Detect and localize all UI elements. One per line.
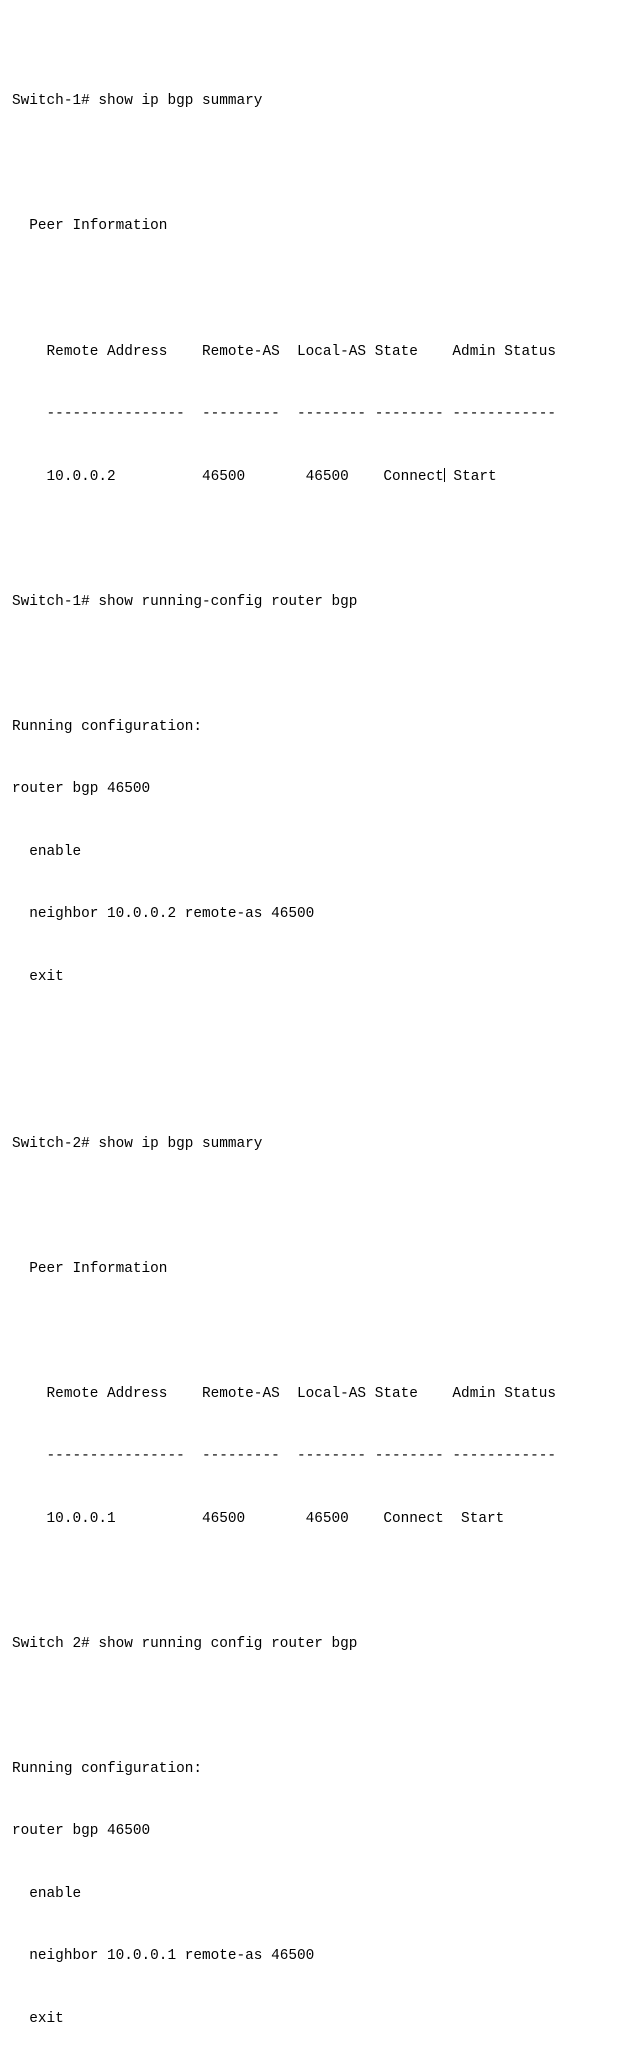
switch1-config-line: neighbor 10.0.0.2 remote-as 46500 — [12, 906, 315, 923]
switch1-config-command: Switch-1# show running-config router bgp — [12, 593, 358, 610]
switch2-config-line: exit — [12, 2011, 64, 2027]
switch1-config-line: exit — [12, 968, 64, 985]
blank-line — [12, 1571, 622, 1592]
terminal-output[interactable] — [12, 8, 622, 2072]
switch2-peer-row: 10.0.0.1 46500 46500 Connect Start — [12, 1510, 505, 1527]
switch1-config-title: Running configuration: — [12, 718, 202, 735]
switch2-config-line: neighbor 10.0.0.1 remote-as 46500 — [12, 1948, 315, 1965]
blank-line — [12, 154, 622, 175]
switch2-config-command: Switch 2# show running config router bgp — [12, 1635, 358, 1652]
switch1-peer-section-title: Peer Information — [12, 218, 168, 235]
switch2-summary-command: Switch-2# show ip bgp summary — [12, 1135, 263, 1152]
switch1-peer-row-main: 10.0.0.2 46500 46500 Connect — [12, 468, 444, 485]
switch2-config-line: router bgp 46500 — [12, 1823, 151, 1840]
switch1-peer-row-admin-status: Start — [444, 468, 497, 485]
switch1-config-line: enable — [12, 843, 82, 860]
blank-line — [12, 529, 622, 550]
blank-line — [12, 1196, 622, 1217]
switch1-table-separator: ---------------- --------- -------- -------- ------------ — [12, 406, 557, 423]
blank-line — [12, 1321, 622, 1342]
switch1-summary-command: Switch-1# show ip bgp summary — [12, 93, 263, 110]
switch2-config-title: Running configuration: — [12, 1760, 202, 1777]
blank-line — [12, 654, 622, 675]
switch1-table-header: Remote Address Remote-AS Local-AS State Admin Status — [12, 343, 557, 360]
switch1-config-line: router bgp 46500 — [12, 781, 151, 798]
switch2-table-separator: ---------------- --------- -------- -------- ------------ — [12, 1448, 557, 1465]
switch1-peer-row — [12, 467, 622, 488]
blank-line — [12, 279, 622, 300]
switch2-config-line: enable — [12, 1885, 82, 1902]
blank-line — [12, 1029, 622, 1050]
switch2-table-header: Remote Address Remote-AS Local-AS State Admin Status — [12, 1385, 557, 1402]
switch2-peer-section-title: Peer Information — [12, 1260, 168, 1277]
blank-line — [12, 1696, 622, 1717]
